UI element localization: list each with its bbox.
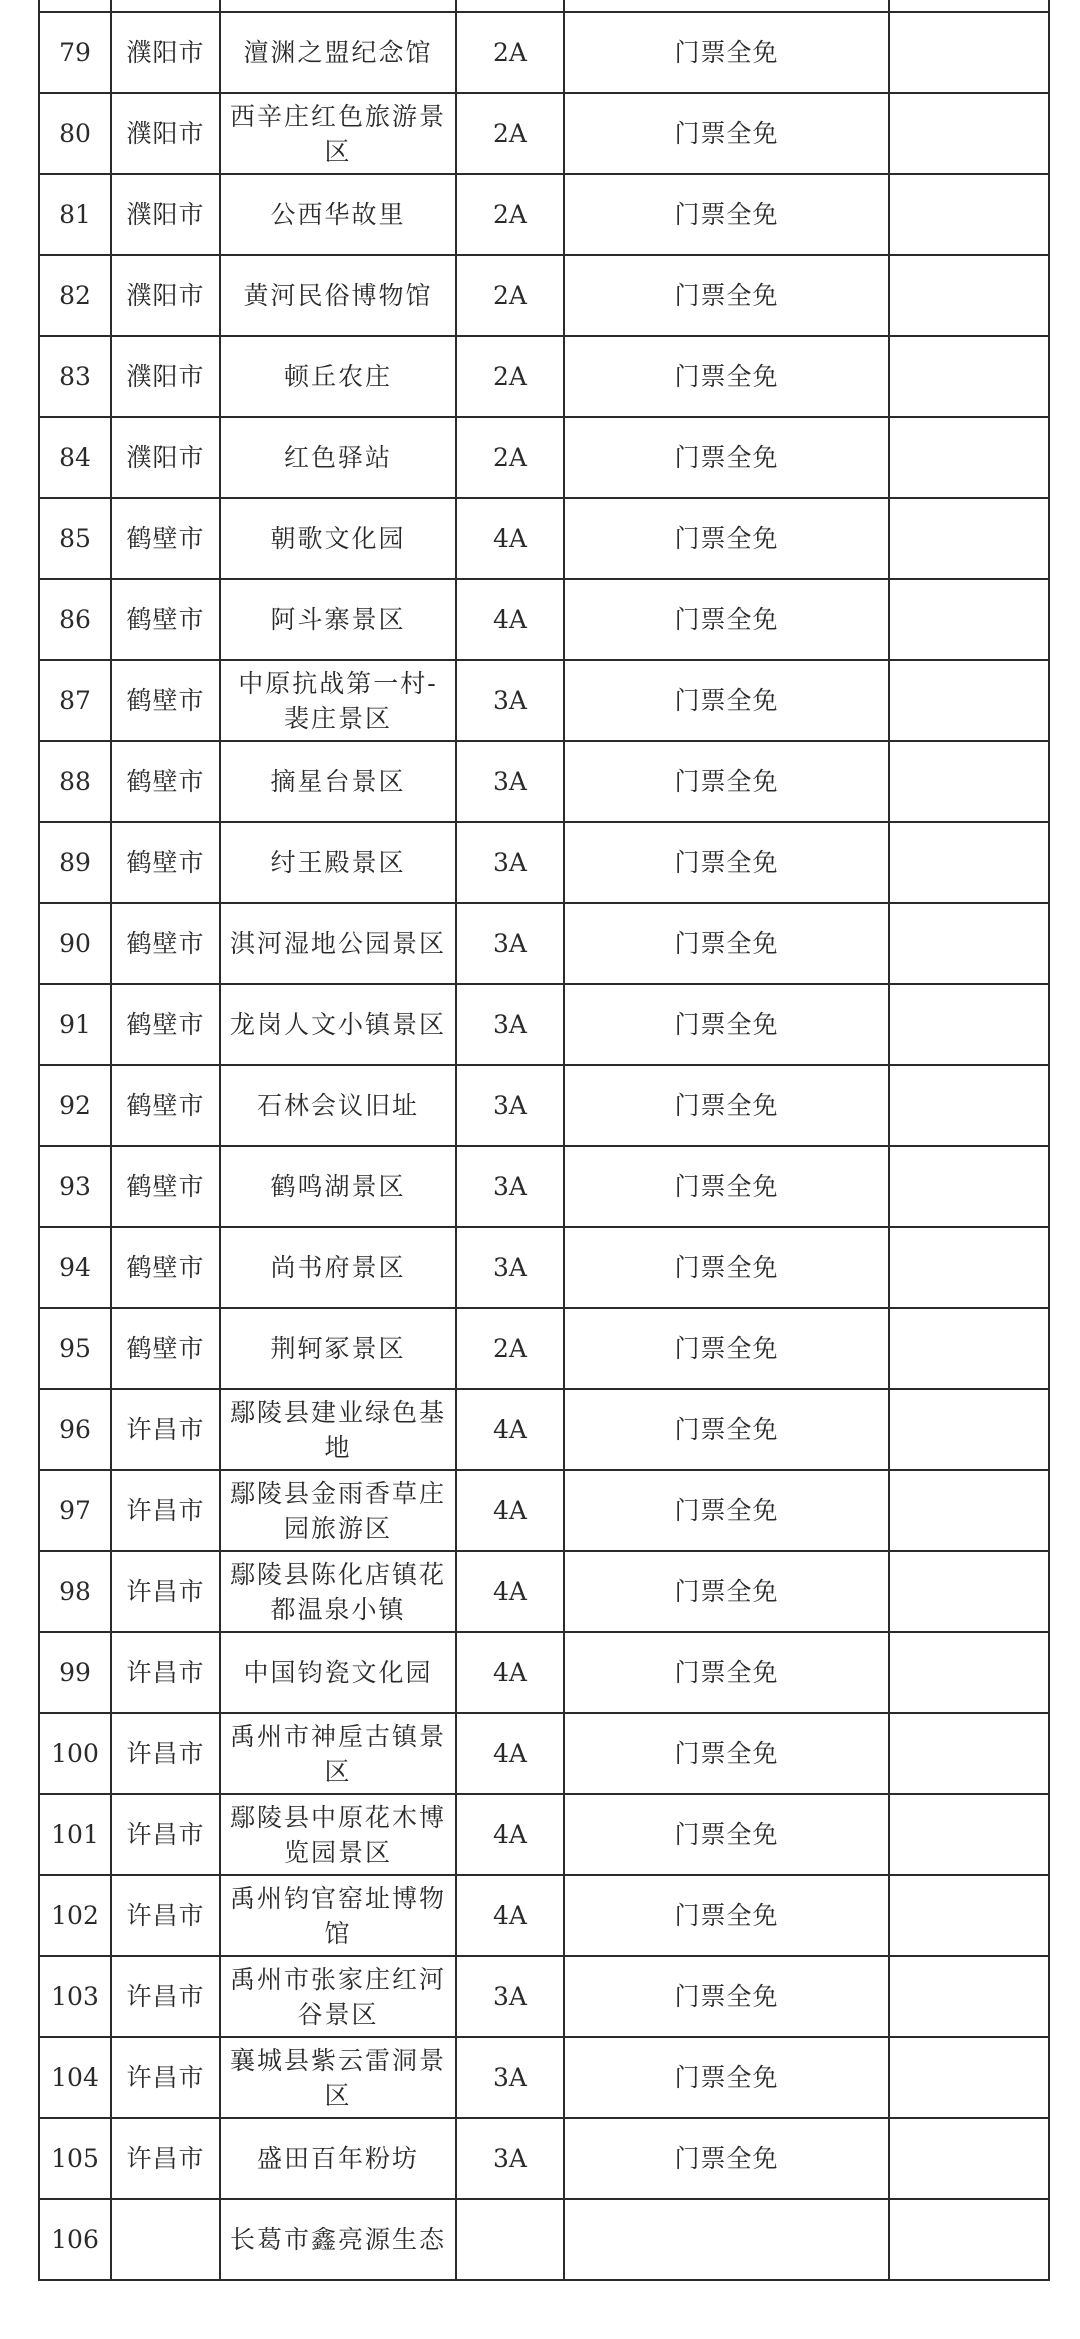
remarks-cell bbox=[889, 903, 1049, 984]
ticket-policy-cell: 门票全免 bbox=[564, 2037, 889, 2118]
ticket-policy-cell: 门票全免 bbox=[564, 660, 889, 741]
city-cell: 鹤壁市 bbox=[111, 903, 220, 984]
grade-cell: 4A bbox=[456, 498, 564, 579]
ticket-policy-cell: 门票全免 bbox=[564, 255, 889, 336]
scenic-spot-name-cell: 纣王殿景区 bbox=[220, 822, 456, 903]
grade-cell: 3A bbox=[456, 1956, 564, 2037]
ticket-policy-cell: 门票全免 bbox=[564, 822, 889, 903]
city-cell: 许昌市 bbox=[111, 1632, 220, 1713]
row-number-cell: 104 bbox=[39, 2037, 111, 2118]
city-cell bbox=[111, 0, 220, 12]
ticket-policy-cell: 门票全免 bbox=[564, 1389, 889, 1470]
scenic-spot-name-cell: 淇河湿地公园景区 bbox=[220, 903, 456, 984]
row-number-cell: 100 bbox=[39, 1713, 111, 1794]
row-number-cell: 92 bbox=[39, 1065, 111, 1146]
ticket-policy-cell: 门票全免 bbox=[564, 1227, 889, 1308]
table-row bbox=[39, 1146, 1049, 1227]
grade-cell: 4A bbox=[456, 579, 564, 660]
city-cell: 鹤壁市 bbox=[111, 660, 220, 741]
table-row bbox=[39, 1875, 1049, 1956]
row-number-cell: 93 bbox=[39, 1146, 111, 1227]
grade-cell: 2A bbox=[456, 255, 564, 336]
remarks-cell bbox=[889, 1065, 1049, 1146]
grade-cell: 4A bbox=[456, 1470, 564, 1551]
city-cell: 鹤壁市 bbox=[111, 984, 220, 1065]
grade-cell: 3A bbox=[456, 1227, 564, 1308]
city-cell: 鹤壁市 bbox=[111, 822, 220, 903]
remarks-cell bbox=[889, 741, 1049, 822]
grade-cell: 4A bbox=[456, 1551, 564, 1632]
ticket-policy-cell: 门票全免 bbox=[564, 1551, 889, 1632]
ticket-policy-cell: 门票全免 bbox=[564, 1065, 889, 1146]
remarks-cell bbox=[889, 1956, 1049, 2037]
city-cell: 许昌市 bbox=[111, 1794, 220, 1875]
scenic-spot-name-cell: 黄河民俗博物馆 bbox=[220, 255, 456, 336]
table-row bbox=[39, 174, 1049, 255]
row-number-cell: 83 bbox=[39, 336, 111, 417]
remarks-cell bbox=[889, 1713, 1049, 1794]
table-row bbox=[39, 903, 1049, 984]
scenic-spot-table bbox=[38, 0, 1050, 2281]
scenic-spot-name-cell: 禹州钧官窑址博物馆 bbox=[220, 1875, 456, 1956]
remarks-cell bbox=[889, 1632, 1049, 1713]
remarks-cell bbox=[889, 2037, 1049, 2118]
grade-cell: 2A bbox=[456, 174, 564, 255]
table-row bbox=[39, 2118, 1049, 2199]
row-number-cell: 89 bbox=[39, 822, 111, 903]
city-cell: 濮阳市 bbox=[111, 336, 220, 417]
grade-cell: 3A bbox=[456, 822, 564, 903]
table-row bbox=[39, 1308, 1049, 1389]
ticket-policy-cell: 门票全免 bbox=[564, 1146, 889, 1227]
scenic-spot-name-cell: 顿丘农庄 bbox=[220, 336, 456, 417]
ticket-policy-cell bbox=[564, 2199, 889, 2280]
table-row bbox=[39, 0, 1049, 12]
table-row bbox=[39, 1632, 1049, 1713]
remarks-cell bbox=[889, 1794, 1049, 1875]
scenic-spot-name-cell: 石林会议旧址 bbox=[220, 1065, 456, 1146]
scenic-spot-name-cell: 红色驿站 bbox=[220, 417, 456, 498]
scenic-spot-name-cell: 荆轲冢景区 bbox=[220, 1308, 456, 1389]
remarks-cell bbox=[889, 660, 1049, 741]
table-row bbox=[39, 417, 1049, 498]
grade-cell bbox=[456, 0, 564, 12]
table-row bbox=[39, 1794, 1049, 1875]
city-cell: 鹤壁市 bbox=[111, 1065, 220, 1146]
table-row bbox=[39, 93, 1049, 174]
table-row bbox=[39, 336, 1049, 417]
grade-cell: 3A bbox=[456, 660, 564, 741]
table-row bbox=[39, 2199, 1049, 2280]
table-row bbox=[39, 498, 1049, 579]
city-cell: 濮阳市 bbox=[111, 417, 220, 498]
table-row bbox=[39, 1227, 1049, 1308]
row-number-cell bbox=[39, 0, 111, 12]
ticket-policy-cell: 门票全免 bbox=[564, 93, 889, 174]
city-cell: 许昌市 bbox=[111, 1470, 220, 1551]
row-number-cell: 99 bbox=[39, 1632, 111, 1713]
remarks-cell bbox=[889, 2199, 1049, 2280]
ticket-policy-cell: 门票全免 bbox=[564, 1956, 889, 2037]
row-number-cell: 98 bbox=[39, 1551, 111, 1632]
grade-cell: 3A bbox=[456, 903, 564, 984]
scenic-spot-name-cell: 鄢陵县陈化店镇花都温泉小镇 bbox=[220, 1551, 456, 1632]
city-cell: 濮阳市 bbox=[111, 174, 220, 255]
row-number-cell: 106 bbox=[39, 2199, 111, 2280]
grade-cell: 3A bbox=[456, 1146, 564, 1227]
remarks-cell bbox=[889, 1551, 1049, 1632]
table-row bbox=[39, 660, 1049, 741]
scenic-spot-name-cell: 阿斗寨景区 bbox=[220, 579, 456, 660]
remarks-cell bbox=[889, 1470, 1049, 1551]
city-cell: 许昌市 bbox=[111, 1713, 220, 1794]
remarks-cell bbox=[889, 12, 1049, 93]
ticket-policy-cell: 门票全免 bbox=[564, 174, 889, 255]
city-cell: 鹤壁市 bbox=[111, 1308, 220, 1389]
scenic-spot-name-cell: 禹州市张家庄红河谷景区 bbox=[220, 1956, 456, 2037]
ticket-policy-cell: 门票全免 bbox=[564, 417, 889, 498]
ticket-policy-cell: 门票全免 bbox=[564, 984, 889, 1065]
table-row bbox=[39, 1713, 1049, 1794]
table-row bbox=[39, 255, 1049, 336]
city-cell: 许昌市 bbox=[111, 2118, 220, 2199]
row-number-cell: 96 bbox=[39, 1389, 111, 1470]
remarks-cell bbox=[889, 0, 1049, 12]
city-cell: 鹤壁市 bbox=[111, 579, 220, 660]
grade-cell: 2A bbox=[456, 417, 564, 498]
city-cell: 许昌市 bbox=[111, 1956, 220, 2037]
grade-cell bbox=[456, 2199, 564, 2280]
remarks-cell bbox=[889, 579, 1049, 660]
scenic-spot-name-cell: 鄢陵县金雨香草庄园旅游区 bbox=[220, 1470, 456, 1551]
ticket-policy-cell: 门票全免 bbox=[564, 498, 889, 579]
city-cell: 许昌市 bbox=[111, 1551, 220, 1632]
table-row bbox=[39, 12, 1049, 93]
ticket-policy-cell: 门票全免 bbox=[564, 579, 889, 660]
table-row bbox=[39, 1470, 1049, 1551]
city-cell: 许昌市 bbox=[111, 1875, 220, 1956]
ticket-policy-cell: 门票全免 bbox=[564, 1794, 889, 1875]
row-number-cell: 94 bbox=[39, 1227, 111, 1308]
city-cell: 鹤壁市 bbox=[111, 1146, 220, 1227]
remarks-cell bbox=[889, 1308, 1049, 1389]
row-number-cell: 80 bbox=[39, 93, 111, 174]
grade-cell: 2A bbox=[456, 336, 564, 417]
scenic-spot-name-cell: 西辛庄红色旅游景区 bbox=[220, 93, 456, 174]
city-cell bbox=[111, 2199, 220, 2280]
remarks-cell bbox=[889, 1875, 1049, 1956]
row-number-cell: 81 bbox=[39, 174, 111, 255]
scenic-spot-name-cell: 鄢陵县建业绿色基地 bbox=[220, 1389, 456, 1470]
scenic-spot-name-cell: 禹州市神垕古镇景区 bbox=[220, 1713, 456, 1794]
row-number-cell: 97 bbox=[39, 1470, 111, 1551]
remarks-cell bbox=[889, 1146, 1049, 1227]
remarks-cell bbox=[889, 1389, 1049, 1470]
scenic-spot-name-cell: 尚书府景区 bbox=[220, 1227, 456, 1308]
remarks-cell bbox=[889, 255, 1049, 336]
scenic-spot-name-cell: 公西华故里 bbox=[220, 174, 456, 255]
table-row bbox=[39, 1389, 1049, 1470]
grade-cell: 4A bbox=[456, 1794, 564, 1875]
table-body bbox=[39, 0, 1049, 2280]
row-number-cell: 103 bbox=[39, 1956, 111, 2037]
row-number-cell: 105 bbox=[39, 2118, 111, 2199]
row-number-cell: 102 bbox=[39, 1875, 111, 1956]
row-number-cell: 101 bbox=[39, 1794, 111, 1875]
city-cell: 濮阳市 bbox=[111, 12, 220, 93]
remarks-cell bbox=[889, 93, 1049, 174]
table-row bbox=[39, 1065, 1049, 1146]
table-row bbox=[39, 579, 1049, 660]
city-cell: 鹤壁市 bbox=[111, 498, 220, 579]
ticket-policy-cell: 门票全免 bbox=[564, 1632, 889, 1713]
remarks-cell bbox=[889, 336, 1049, 417]
scenic-spot-name-cell: 摘星台景区 bbox=[220, 741, 456, 822]
grade-cell: 4A bbox=[456, 1389, 564, 1470]
city-cell: 鹤壁市 bbox=[111, 741, 220, 822]
scenic-spot-name-cell: 朝歌文化园 bbox=[220, 498, 456, 579]
ticket-policy-cell: 门票全免 bbox=[564, 12, 889, 93]
grade-cell: 2A bbox=[456, 93, 564, 174]
remarks-cell bbox=[889, 1227, 1049, 1308]
grade-cell: 3A bbox=[456, 741, 564, 822]
row-number-cell: 91 bbox=[39, 984, 111, 1065]
grade-cell: 3A bbox=[456, 984, 564, 1065]
scenic-spot-name-cell: 长葛市鑫亮源生态 bbox=[220, 2199, 456, 2280]
ticket-policy-cell bbox=[564, 0, 889, 12]
ticket-policy-cell: 门票全免 bbox=[564, 1875, 889, 1956]
ticket-policy-cell: 门票全免 bbox=[564, 1308, 889, 1389]
scenic-spot-name-cell: 鹤鸣湖景区 bbox=[220, 1146, 456, 1227]
table-row bbox=[39, 2037, 1049, 2118]
scenic-spot-name-cell: 澶渊之盟纪念馆 bbox=[220, 12, 456, 93]
remarks-cell bbox=[889, 822, 1049, 903]
remarks-cell bbox=[889, 498, 1049, 579]
scenic-spot-name-cell: 鄢陵县中原花木博览园景区 bbox=[220, 1794, 456, 1875]
grade-cell: 4A bbox=[456, 1632, 564, 1713]
scenic-spot-name-cell: 龙岗人文小镇景区 bbox=[220, 984, 456, 1065]
city-cell: 许昌市 bbox=[111, 2037, 220, 2118]
grade-cell: 3A bbox=[456, 2118, 564, 2199]
ticket-policy-cell: 门票全免 bbox=[564, 2118, 889, 2199]
scenic-spot-name-cell bbox=[220, 0, 456, 12]
grade-cell: 4A bbox=[456, 1875, 564, 1956]
table-row bbox=[39, 741, 1049, 822]
ticket-policy-cell: 门票全免 bbox=[564, 741, 889, 822]
scenic-spot-name-cell: 盛田百年粉坊 bbox=[220, 2118, 456, 2199]
grade-cell: 3A bbox=[456, 1065, 564, 1146]
remarks-cell bbox=[889, 417, 1049, 498]
row-number-cell: 82 bbox=[39, 255, 111, 336]
table-row bbox=[39, 984, 1049, 1065]
grade-cell: 2A bbox=[456, 12, 564, 93]
ticket-policy-cell: 门票全免 bbox=[564, 1713, 889, 1794]
grade-cell: 3A bbox=[456, 2037, 564, 2118]
city-cell: 许昌市 bbox=[111, 1389, 220, 1470]
ticket-policy-cell: 门票全免 bbox=[564, 1470, 889, 1551]
row-number-cell: 85 bbox=[39, 498, 111, 579]
row-number-cell: 84 bbox=[39, 417, 111, 498]
remarks-cell bbox=[889, 984, 1049, 1065]
table-row bbox=[39, 822, 1049, 903]
city-cell: 濮阳市 bbox=[111, 255, 220, 336]
ticket-policy-cell: 门票全免 bbox=[564, 336, 889, 417]
city-cell: 濮阳市 bbox=[111, 93, 220, 174]
grade-cell: 2A bbox=[456, 1308, 564, 1389]
scenic-spot-name-cell: 襄城县紫云雷洞景区 bbox=[220, 2037, 456, 2118]
scenic-spot-name-cell: 中原抗战第一村-裴庄景区 bbox=[220, 660, 456, 741]
ticket-policy-cell: 门票全免 bbox=[564, 903, 889, 984]
row-number-cell: 87 bbox=[39, 660, 111, 741]
scenic-spot-name-cell: 中国钧瓷文化园 bbox=[220, 1632, 456, 1713]
remarks-cell bbox=[889, 174, 1049, 255]
grade-cell: 4A bbox=[456, 1713, 564, 1794]
table-row bbox=[39, 1956, 1049, 2037]
remarks-cell bbox=[889, 2118, 1049, 2199]
table-row bbox=[39, 1551, 1049, 1632]
row-number-cell: 88 bbox=[39, 741, 111, 822]
row-number-cell: 95 bbox=[39, 1308, 111, 1389]
row-number-cell: 79 bbox=[39, 12, 111, 93]
row-number-cell: 90 bbox=[39, 903, 111, 984]
city-cell: 鹤壁市 bbox=[111, 1227, 220, 1308]
row-number-cell: 86 bbox=[39, 579, 111, 660]
